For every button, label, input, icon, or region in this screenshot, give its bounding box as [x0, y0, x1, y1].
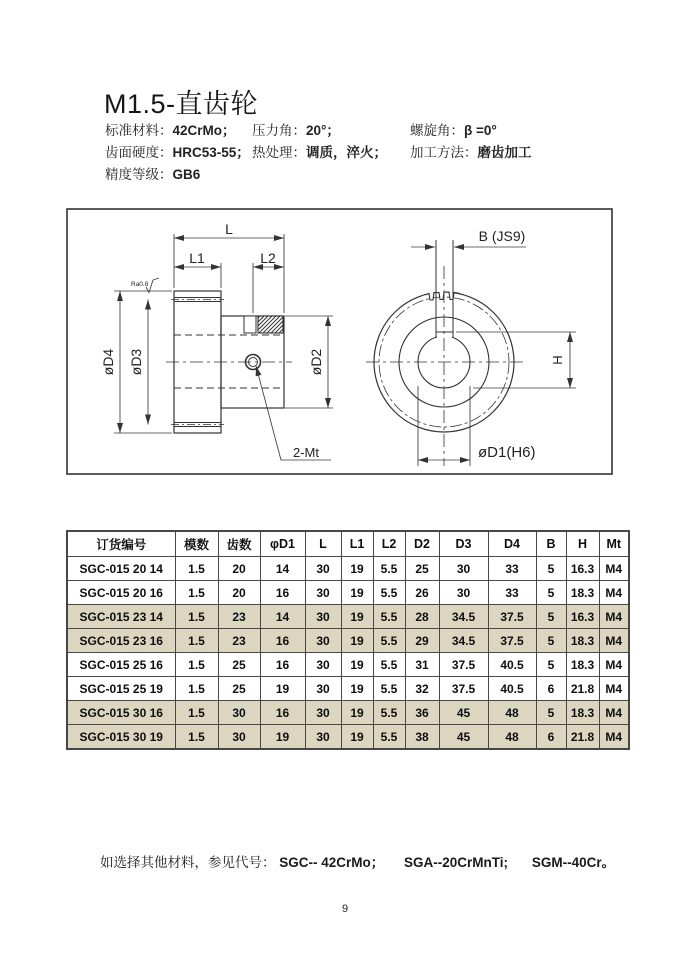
table-cell: 14 — [260, 605, 305, 629]
table-cell: 45 — [439, 725, 488, 750]
table-row — [67, 677, 629, 701]
table-cell: SGC-015 20 14 — [67, 557, 175, 581]
table-cell: 16 — [260, 701, 305, 725]
table-cell: 30 — [305, 605, 341, 629]
table-cell: 37.5 — [439, 677, 488, 701]
table-cell: 40.5 — [488, 677, 536, 701]
table-cell: 33 — [488, 581, 536, 605]
table-header-cell: 齿数 — [218, 531, 260, 557]
table-header-cell: Mt — [599, 531, 629, 557]
table-cell: 1.5 — [175, 581, 218, 605]
table-cell: M4 — [599, 677, 629, 701]
table-row — [67, 629, 629, 653]
table-row — [67, 701, 629, 725]
table-cell: M4 — [599, 725, 629, 750]
table-header — [67, 531, 629, 557]
spec-heat-treatment: 热处理：调质，淬火； — [252, 145, 387, 160]
table-cell: 45 — [439, 701, 488, 725]
table-cell: 1.5 — [175, 605, 218, 629]
table-cell: SGC-015 23 14 — [67, 605, 175, 629]
table-cell: 31 — [405, 653, 439, 677]
table-cell: M4 — [599, 581, 629, 605]
dim-label-D1: øD1(H6) — [478, 444, 536, 461]
table-header-cell: D3 — [439, 531, 488, 557]
table-cell: 5 — [536, 653, 566, 677]
spec-line-1 — [0, 119, 690, 139]
table-header-cell: L — [305, 531, 341, 557]
footer-code-sga: SGA--20CrMnTi; — [404, 855, 509, 870]
table-cell: 30 — [218, 701, 260, 725]
table-header-cell: 模数 — [175, 531, 218, 557]
table-cell: 30 — [305, 581, 341, 605]
footer-code-sgc: SGC-- 42CrMo； — [279, 855, 385, 870]
dim-label-L1: L1 — [189, 250, 205, 266]
page-title: M1.5-直齿轮 — [104, 89, 259, 119]
table-cell: 6 — [536, 725, 566, 750]
table-cell: 30 — [439, 557, 488, 581]
table-cell: M4 — [599, 557, 629, 581]
table-cell: 16 — [260, 581, 305, 605]
table-cell: 19 — [260, 725, 305, 750]
table-cell: 5.5 — [373, 605, 405, 629]
technical-drawing — [66, 208, 613, 475]
table-cell: 19 — [341, 629, 373, 653]
table-cell: 1.5 — [175, 725, 218, 750]
table-cell: 1.5 — [175, 677, 218, 701]
table-header-cell: H — [566, 531, 599, 557]
table-header-cell: φD1 — [260, 531, 305, 557]
table-cell: 30 — [305, 677, 341, 701]
table-cell: 5.5 — [373, 557, 405, 581]
dim-label-mt: 2-Mt — [293, 445, 319, 460]
spec-precision-grade: 精度等级：GB6 — [105, 167, 201, 182]
table-cell: 25 — [405, 557, 439, 581]
table-header-cell: D4 — [488, 531, 536, 557]
table-cell: 19 — [341, 677, 373, 701]
front-centerlines — [366, 266, 525, 466]
table-cell: 19 — [341, 581, 373, 605]
table-cell: 19 — [341, 725, 373, 750]
table-cell: 33 — [488, 557, 536, 581]
table-cell: 48 — [488, 725, 536, 750]
table-cell: 20 — [218, 557, 260, 581]
table-cell: 20 — [218, 581, 260, 605]
gear-size-table — [66, 530, 630, 750]
table-cell: M4 — [599, 653, 629, 677]
table-cell: SGC-015 25 16 — [67, 653, 175, 677]
table-cell: 37.5 — [488, 605, 536, 629]
table-row — [67, 557, 629, 581]
table-body — [67, 557, 629, 750]
table-header-cell: B — [536, 531, 566, 557]
table-cell: 32 — [405, 677, 439, 701]
table-cell: 5 — [536, 581, 566, 605]
table-header-cell: L1 — [341, 531, 373, 557]
table-cell: 16 — [260, 653, 305, 677]
table-cell: SGC-015 25 19 — [67, 677, 175, 701]
table-cell: 18.3 — [566, 701, 599, 725]
table-cell: 5.5 — [373, 629, 405, 653]
table-cell: 6 — [536, 677, 566, 701]
table-cell: 16.3 — [566, 557, 599, 581]
table-row — [67, 605, 629, 629]
spec-line-3 — [0, 163, 690, 183]
table-cell: 30 — [305, 557, 341, 581]
table-cell: 1.5 — [175, 629, 218, 653]
table-cell: 34.5 — [439, 605, 488, 629]
table-cell: 21.8 — [566, 725, 599, 750]
table-cell: 18.3 — [566, 581, 599, 605]
table-header-cell: L2 — [373, 531, 405, 557]
table-cell: 18.3 — [566, 653, 599, 677]
table-cell: SGC-015 30 16 — [67, 701, 175, 725]
table-cell: 30 — [439, 581, 488, 605]
table-cell: 23 — [218, 605, 260, 629]
table-cell: 38 — [405, 725, 439, 750]
table-cell: 5 — [536, 557, 566, 581]
table-cell: M4 — [599, 605, 629, 629]
table-cell: 30 — [305, 725, 341, 750]
table-cell: 5.5 — [373, 653, 405, 677]
table-cell: 1.5 — [175, 653, 218, 677]
table-cell: 25 — [218, 677, 260, 701]
footer-note — [100, 851, 615, 871]
drawing-frame — [67, 209, 612, 474]
table-cell: 1.5 — [175, 701, 218, 725]
table-cell: 5 — [536, 629, 566, 653]
footer-prefix: 如选择其他材料，参见代号： — [100, 855, 276, 870]
table-cell: 14 — [260, 557, 305, 581]
dim-label-L2: L2 — [260, 250, 276, 266]
dim-label-L: L — [225, 221, 233, 237]
table-cell: 18.3 — [566, 629, 599, 653]
spec-line-2 — [0, 141, 690, 161]
table-cell: 16 — [260, 629, 305, 653]
table-cell: 19 — [341, 701, 373, 725]
spec-hardness: 齿面硬度：HRC53-55； — [105, 145, 250, 160]
table-cell: 21.8 — [566, 677, 599, 701]
table-cell: 34.5 — [439, 629, 488, 653]
page-number: 9 — [341, 903, 349, 915]
table-row — [67, 653, 629, 677]
spec-pressure-angle: 压力角：20°； — [252, 123, 340, 138]
dim-label-D3: øD3 — [128, 348, 144, 376]
table-cell: 19 — [341, 653, 373, 677]
dim-label-D4: øD4 — [100, 348, 116, 376]
table-cell: 48 — [488, 701, 536, 725]
table-cell: 37.5 — [488, 629, 536, 653]
table-cell: 5 — [536, 605, 566, 629]
dim-label-B: B (JS9) — [478, 228, 526, 244]
table-cell: 30 — [218, 725, 260, 750]
table-cell: 19 — [260, 677, 305, 701]
footer-code-sgm: SGM--40Cr。 — [531, 855, 616, 870]
table-cell: 40.5 — [488, 653, 536, 677]
table-cell: 25 — [218, 653, 260, 677]
table-cell: 37.5 — [439, 653, 488, 677]
table-cell: SGC-015 30 19 — [67, 725, 175, 750]
table-row — [67, 581, 629, 605]
spec-machining: 加工方法：磨齿加工 — [410, 145, 532, 160]
table-cell: 23 — [218, 629, 260, 653]
table-header-cell: 订货编号 — [67, 531, 175, 557]
dim-label-ra: Ra0.8 — [131, 281, 149, 288]
table-cell: M4 — [599, 701, 629, 725]
spec-material: 标准材料：42CrMo； — [105, 123, 236, 138]
table-cell: 30 — [305, 629, 341, 653]
table-cell: 36 — [405, 701, 439, 725]
table-cell: 26 — [405, 581, 439, 605]
dim-label-D2: øD2 — [308, 348, 324, 376]
table-cell: 29 — [405, 629, 439, 653]
spec-helix-angle: 螺旋角：β =0° — [410, 123, 497, 138]
table-cell: 5.5 — [373, 701, 405, 725]
table-cell: 30 — [305, 653, 341, 677]
table-cell: 5.5 — [373, 581, 405, 605]
table-cell: 30 — [305, 701, 341, 725]
table-header-cell: D2 — [405, 531, 439, 557]
table-cell: M4 — [599, 629, 629, 653]
table-cell: SGC-015 20 16 — [67, 581, 175, 605]
table-cell: 28 — [405, 605, 439, 629]
table-row — [67, 725, 629, 750]
dim-label-H: H — [550, 355, 565, 365]
table-cell: 1.5 — [175, 557, 218, 581]
table-cell: 5.5 — [373, 725, 405, 750]
table-cell: 16.3 — [566, 605, 599, 629]
table-cell: 5.5 — [373, 677, 405, 701]
table-cell: SGC-015 23 16 — [67, 629, 175, 653]
table-cell: 19 — [341, 605, 373, 629]
table-cell: 19 — [341, 557, 373, 581]
table-cell: 5 — [536, 701, 566, 725]
